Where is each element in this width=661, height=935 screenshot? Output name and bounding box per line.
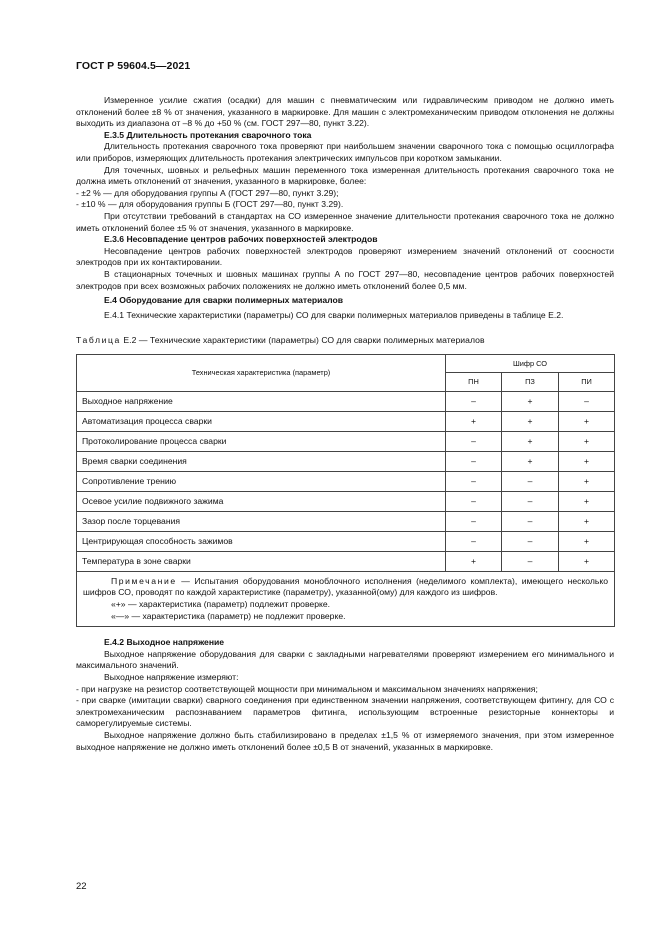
table-cell-pz: – [502, 491, 559, 511]
section-e35-title: Е.3.5 Длительность протекания сварочного тока [104, 129, 312, 140]
table-row [77, 551, 615, 571]
table-header-characteristic: Техническая характеристика (параметр) [77, 354, 446, 391]
section-e35-p1: Длительность протекания сварочного тока проверяют при наибольшем значении сварочного тока с помощью осциллографа или приборов, измеряющих длительность протекания электрических импульсов при коротком замыкании. [76, 141, 614, 163]
table-cell-name: Температура в зоне сварки [77, 551, 446, 571]
table-row [77, 411, 615, 431]
table-cell-name: Протоколирование процесса сварки [77, 431, 446, 451]
table-cell-pz: – [502, 551, 559, 571]
table-cell-name: Центрирующая способность зажимов [77, 531, 446, 551]
table-row [77, 511, 615, 531]
table-note-minus: «—» — характеристика (параметр) не подлежит проверке. [111, 610, 346, 621]
table-row [77, 451, 615, 471]
table-cell-pi: + [559, 431, 615, 451]
table-header-pn: ПН [446, 373, 502, 392]
table-cell-pi: + [559, 411, 615, 431]
table-row [77, 431, 615, 451]
section-e36-p1: Несовпадение центров рабочих поверхностей электродов проверяют измерением значений отклонений от соосности электродов при их контактировании. [76, 245, 614, 268]
table-cell-pn: – [446, 531, 502, 551]
table-cell-pi: + [559, 551, 615, 571]
section-e42-title: Е.4.2 Выходное напряжение [104, 637, 225, 648]
table-cell-pz: – [502, 471, 559, 491]
table-cell-pi: + [559, 531, 615, 551]
table-note [77, 571, 615, 626]
table-note-text: — Испытания оборудования моноблочного исполнения (неделимого комплекта), имеющего несколько шифров СО, проводят по каждой характеристике (параметру), указанной(ому) для каждого из шифров. [83, 575, 609, 598]
table-cell-pz: + [502, 451, 559, 471]
table-cell-pn: – [446, 511, 502, 531]
table-header-pz: ПЗ [502, 373, 559, 392]
table-cell-name: Выходное напряжение [77, 391, 446, 411]
table-cell-pn: – [446, 391, 502, 411]
table-note-plus: «+» — характеристика (параметр) подлежит проверке. [111, 599, 331, 610]
table-header-pi: ПИ [559, 373, 615, 392]
table-cell-pi: + [559, 471, 615, 491]
page-number: 22 [76, 881, 87, 892]
table-caption-word: Таблица [76, 335, 121, 346]
table-cell-name: Осевое усилие подвижного зажима [77, 491, 446, 511]
section-e42-list-item-2: - при сварке (имитации сварки) сварного соединения при единственном значении напряжения, соответствующем фитингу, для СО с электромеханическим распознаванием параметров фитинга, использующим встроенные резисторные коннекторы и саморегулируемые системы. [76, 695, 614, 729]
table-cell-pz: – [502, 511, 559, 531]
table-cell-pn: – [446, 491, 502, 511]
table-cell-pz: + [502, 411, 559, 431]
table-cell-pi: – [559, 391, 615, 411]
section-e42-p1: Выходное напряжение оборудования для сварки с закладными нагревателями проверяют измерением его минимального и максимального значений. [76, 648, 614, 671]
section-e4-p1: Е.4.1 Технические характеристики (параметры) СО для сварки полимерных материалов приведены в таблице Е.2. [104, 309, 564, 320]
document-header: ГОСТ Р 59604.5—2021 [76, 60, 191, 72]
table-cell-pn: + [446, 551, 502, 571]
table-caption [76, 335, 614, 347]
section-e42-p3: Выходное напряжение должно быть стабилизировано в пределах ±1,5 % от измеряемого значения, при этом измеренное выходное напряжение не должно иметь отклонений более ±0,5 В от значений, указанных в маркировке. [76, 730, 614, 752]
section-e36-p2: В стационарных точечных и шовных машинах группы А по ГОСТ 297—80, несовпадение центров рабочих поверхностей электродов при всех возможных рабочих положениях не должно иметь отклонений более 0,5 мм. [76, 268, 614, 291]
table-caption-text: Е.2 — Технические характеристики (параметры) СО для сварки полимерных материалов [120, 335, 485, 346]
table-cell-name: Время сварки соединения [77, 451, 446, 471]
table-cell-pz: – [502, 531, 559, 551]
section-e35-list-item-1: - ±2 % — для оборудования группы А (ГОСТ 297—80, пункт 3.29); [76, 187, 339, 198]
document-body [76, 95, 614, 753]
table-cell-pn: – [446, 471, 502, 491]
characteristics-table [76, 354, 615, 627]
table-row [77, 491, 615, 511]
section-e42-list-item-1: - при нагрузке на резистор соответствующей мощности при минимальном и максимальном значениях напряжения; [76, 683, 538, 694]
table-header-cipher: Шифр СО [446, 354, 615, 373]
table-cell-pz: + [502, 431, 559, 451]
table-row [77, 391, 615, 411]
table-cell-pi: + [559, 491, 615, 511]
table-note-row [77, 571, 615, 626]
section-e4-title: Е.4 Оборудование для сварки полимерных материалов [104, 295, 344, 306]
section-e42-p2: Выходное напряжение измеряют: [104, 672, 239, 683]
section-e36-title: Е.3.6 Несовпадение центров рабочих поверхностей электродов [104, 234, 378, 245]
section-e35-p3: При отсутствии требований в стандартах на СО измеренное значение длительности протекания сварочного тока не должно иметь отклонений более ±5 % от значения, указанного в маркировке. [76, 210, 614, 233]
table-cell-pz: + [502, 391, 559, 411]
table-cell-name: Автоматизация процесса сварки [77, 411, 446, 431]
section-e35-list-item-2: - ±10 % — для оборудования группы Б (ГОСТ 297—80, пункт 3.29). [76, 199, 344, 210]
table-cell-pn: + [446, 411, 502, 431]
table-cell-name: Зазор после торцевания [77, 511, 446, 531]
paragraph-force-tolerance: Измеренное усилие сжатия (осадки) для машин с пневматическим или гидравлическим приводом не должно иметь отклонений более ±8 % от значения, указанного в маркировке. Для машин с электромеханическим приводом отклонения не должны выходить из диапазона от –8 % до +50 % (см. ГОСТ 297—80, пункт 3.22). [76, 95, 614, 129]
table-cell-pn: – [446, 431, 502, 451]
table-cell-pi: + [559, 511, 615, 531]
table-row [77, 471, 615, 491]
section-e35-p2: Для точечных, шовных и рельефных машин переменного тока измеренная длительность протекания сварочного тока не должна иметь отклонений от значения, указанного в маркировке, более: [76, 164, 614, 187]
table-note-word: Примечание [111, 575, 177, 586]
table-note-main [83, 576, 608, 599]
table-cell-pn: – [446, 451, 502, 471]
table-cell-pi: + [559, 451, 615, 471]
table-row [77, 531, 615, 551]
table-cell-name: Сопротивление трению [77, 471, 446, 491]
